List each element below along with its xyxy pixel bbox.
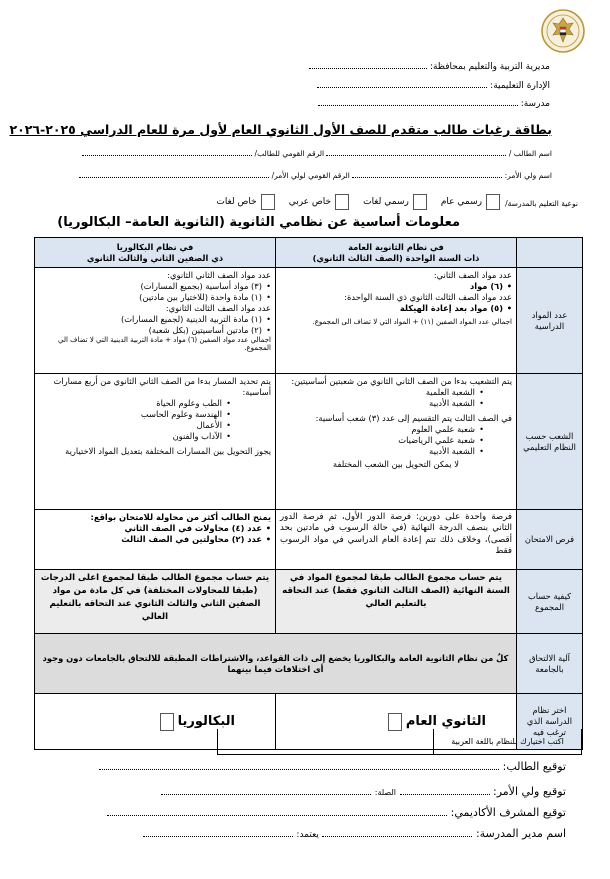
branches-bac-l2: يجوز التحويل بين المسارات المختلفة بتعديل المواد الاختيارية [65,445,271,456]
sig-supervisor-row [107,806,566,819]
exams-general-cell: فرصة واحدة على دورين: فرصة الدور الأول، ثم فرصة الدور الثاني بنصف الدرجة النهائية (في حالة الرسوب في مادتين بحد أقصى)، وخلاف ذلك تتم إعادة العام الدراسي في مواد الرسوب فقط [276,510,517,570]
subjects-bac-note: اجمالي عدد مواد الصفين (٦) مواد + مادة التربية الدينية التي لا تضاف الي المجموع. [58,335,271,353]
branches-general-l3: لا يمكن التحويل بين الشعب المختلفة [333,458,459,469]
option-public-general-label: رسمي عام [440,197,482,207]
sig-relation-field[interactable] [161,787,371,795]
student-name-field[interactable] [326,148,506,156]
student-name-label: اسم الطالب / [508,149,552,158]
total-general-cell: يتم حساب مجموع الطالب طبقا لمجموع المواد في السنة النهائية (الصف الثالث الثانوي فقط) عند التحاقه بالتعليم العالي [276,570,517,634]
option-private-arabic-label: خاص عربي [288,197,332,207]
subjects-bac-cell [35,268,276,374]
option-private-arabic[interactable] [289,194,349,210]
subjects-bac-b2: • (١) مادة واحدة (للاختيار بين مادتين) [39,292,271,303]
option-public-general[interactable] [441,194,500,210]
col-header-bac [35,238,276,268]
corner-cell [517,238,583,268]
guardian-row [79,170,552,180]
option-private-languages-label: خاص لغات [216,197,257,207]
sig-principal-label: اسم مدير المدرسة: [475,827,566,840]
subjects-bac-b1: • (٣) مواد أساسية (بجميع المسارات) [39,281,271,292]
sig-principal-field[interactable] [322,829,472,837]
sig-relation-label: الصلة: [374,788,396,797]
subjects-bac-l1: عدد مواد الصف الثاني الثانوي: [167,270,271,280]
branches-general-cell [276,374,517,510]
directorate-line [309,61,550,72]
guardian-label: اسم ولي الأمر: [504,171,552,180]
arabic-choice-label: اكتب اختيارك للنظام باللغة العربية [433,729,581,754]
national-id-label: الرقم القومي للطالب/ [254,149,325,158]
row-label-exams: فرص الامتحان [517,510,583,570]
directorate-label: مديرية التربية والتعليم بمحافظة: [429,62,550,72]
page-title: بطاقة رغبات طالب متقدم للصف الأول الثانوي العام لأول مرة للعام الدراسي ٢٠٢٥-٢٠٢٦ [9,122,552,137]
exams-bac-b2: • عدد (٢) محاولتين في الصف الثالث [39,534,271,545]
edu-admin-label: الإدارة التعليمية: [490,81,550,91]
branches-general-b1: • الشعبة العلمية [280,387,484,398]
row-label-university: آلية الالتحاق بالجامعة [517,634,583,694]
guardian-id-label: الرقم القومي لولي الأمر/ [271,171,350,180]
row-label-choose: اختر نظام الدراسة الذي ترغب فيه [517,694,583,750]
branches-general-b5: • الشعبة الأدبية [280,446,484,457]
col-general-line1: في نظام الثانوية العامة [348,241,444,252]
arabic-choice-box [217,729,582,755]
total-bac-cell: يتم حساب مجموع الطالب طبقا لمجموع اعلى الدرجات (طبقا للمحاولات المختلفة) في كل مادة من مواد الصفين الثاني والثالث الثانوي عند التحاقه بالتعليم العالي [35,570,276,634]
choice-general[interactable] [280,713,486,731]
checkbox-public-languages[interactable] [413,194,427,210]
row-label-total: كيفية حساب المجموع [517,570,583,634]
option-public-languages[interactable] [363,194,427,210]
branches-bac-l1: يتم تحديد المسار بدءا من الصف الثاني الثانوي من أربع مسارات أساسية: [53,376,271,397]
sig-approve-field[interactable] [143,829,293,837]
university-cell: كلٌ من نظام الثانوية العامة والبكالوريا يخضع إلى ذات القواعد، والاشتراطات المطبقة للالتحاق بالجامعات دون وجود أى اختلافات فيما بينهما [35,634,517,694]
ministry-emblem-logo [540,8,586,54]
option-public-languages-label: رسمي لغات [363,197,409,207]
subjects-general-b1: • (٦) مواد [280,281,512,292]
sig-supervisor-field[interactable] [107,808,447,816]
edu-admin-field[interactable] [317,80,487,88]
sig-student-label: توقيع الطالب: [502,760,566,773]
comparison-table [34,237,583,750]
checkbox-general[interactable] [388,713,402,731]
sig-student-row [99,760,566,773]
exams-bac-cell [35,510,276,570]
col-header-general [276,238,517,268]
sig-guardian-label: توقيع ولي الأمر: [493,785,566,798]
sig-supervisor-label: توقيع المشرف الأكاديمي: [450,806,566,819]
branches-general-l1: يتم التشعيب بدءا من الصف الثاني الثانوي من شعبتين أساسيتين: [291,376,512,386]
branches-general-b2: • الشعبة الأدبية [280,398,484,409]
branches-bac-cell [35,374,276,510]
exams-bac-l1: يمنح الطالب أكثر من محاولة للامتحان بواقع: [90,512,271,522]
section-title: معلومات أساسية عن نظامي الثانوية (الثانوية العامة– البكالوريا) [57,215,460,230]
school-label: مدرسة: [520,99,550,109]
col-general-line2: ذات السنة الواحدة (الصف الثالث الثانوي) [312,252,480,263]
subjects-bac-b4: • (٢) مادتين أساسيتين (بكل شعبة) [39,325,271,336]
exams-bac-b1: • عدد (٤) محاولات في الصف الثاني [39,523,271,534]
subjects-general-note: اجمالي عدد المواد الصفين (١١) + المواد التي لا تضاف الى المجموع. [312,317,512,326]
branches-general-b3: • شعبة علمي العلوم [280,424,484,435]
branches-general-l2: في الصف الثالث يتم التقسيم إلى عدد (٣) شعب أساسية: [315,412,512,423]
national-id-field[interactable] [82,148,252,156]
subjects-general-l1: عدد مواد الصف الثاني: [433,270,512,280]
school-type-options [216,194,500,210]
school-field[interactable] [318,98,518,106]
choice-general-label: الثانوي العام [405,713,486,729]
arabic-choice-field[interactable] [218,729,434,754]
sig-student-field[interactable] [99,762,499,770]
guardian-name-field[interactable] [352,170,502,178]
branches-bac-b3: • الأعمال [39,420,231,431]
subjects-bac-b3: • (١) مادة التربية الدينية (لجميع المسارات) [39,314,271,325]
subjects-general-l2: عدد مواد الصف الثالث الثانوي ذي السنة الواحدة: [344,291,512,302]
checkbox-private-arabic[interactable] [335,194,349,210]
branches-general-b4: • شعبة علمي الرياضيات [280,435,484,446]
choice-bac-label: البكالوريا [177,713,235,729]
guardian-id-field[interactable] [79,170,269,178]
school-line [318,98,550,109]
col-bac-line2: ذي الصفين الثاني والثالث الثانوي [86,252,224,263]
subjects-general-cell [276,268,517,374]
option-private-languages[interactable] [216,194,274,210]
checkbox-public-general[interactable] [486,194,500,210]
edu-admin-line [317,80,550,91]
row-label-subjects: عدد المواد الدراسية [517,268,583,374]
branches-bac-b4: • الآداب والفنون [39,431,231,442]
sig-principal-row [143,827,566,840]
branches-bac-b2: • الهندسة وعلوم الحاسب [39,409,231,420]
subjects-general-b2: • (٥) مواد بعد إعادة الهيكلة [280,303,512,314]
col-bac-line1: في نظام البكالوريا [116,241,194,252]
subjects-bac-l2: عدد مواد الصف الثالث الثانوي: [165,302,271,313]
student-name-row [82,148,552,158]
choice-bac[interactable] [39,713,235,731]
row-label-branches: الشعب حسب النظام التعليمي [517,374,583,510]
checkbox-bac[interactable] [160,713,174,731]
school-type-label: نوعية التعليم بالمدرسة/ [505,199,578,208]
sig-guardian-field[interactable] [400,787,490,795]
sig-approve-label: يعتمد: [296,830,319,840]
directorate-field[interactable] [309,61,427,69]
sig-guardian-row [161,785,566,798]
branches-bac-b1: • الطب وعلوم الحياة [39,398,231,409]
checkbox-private-languages[interactable] [261,194,275,210]
